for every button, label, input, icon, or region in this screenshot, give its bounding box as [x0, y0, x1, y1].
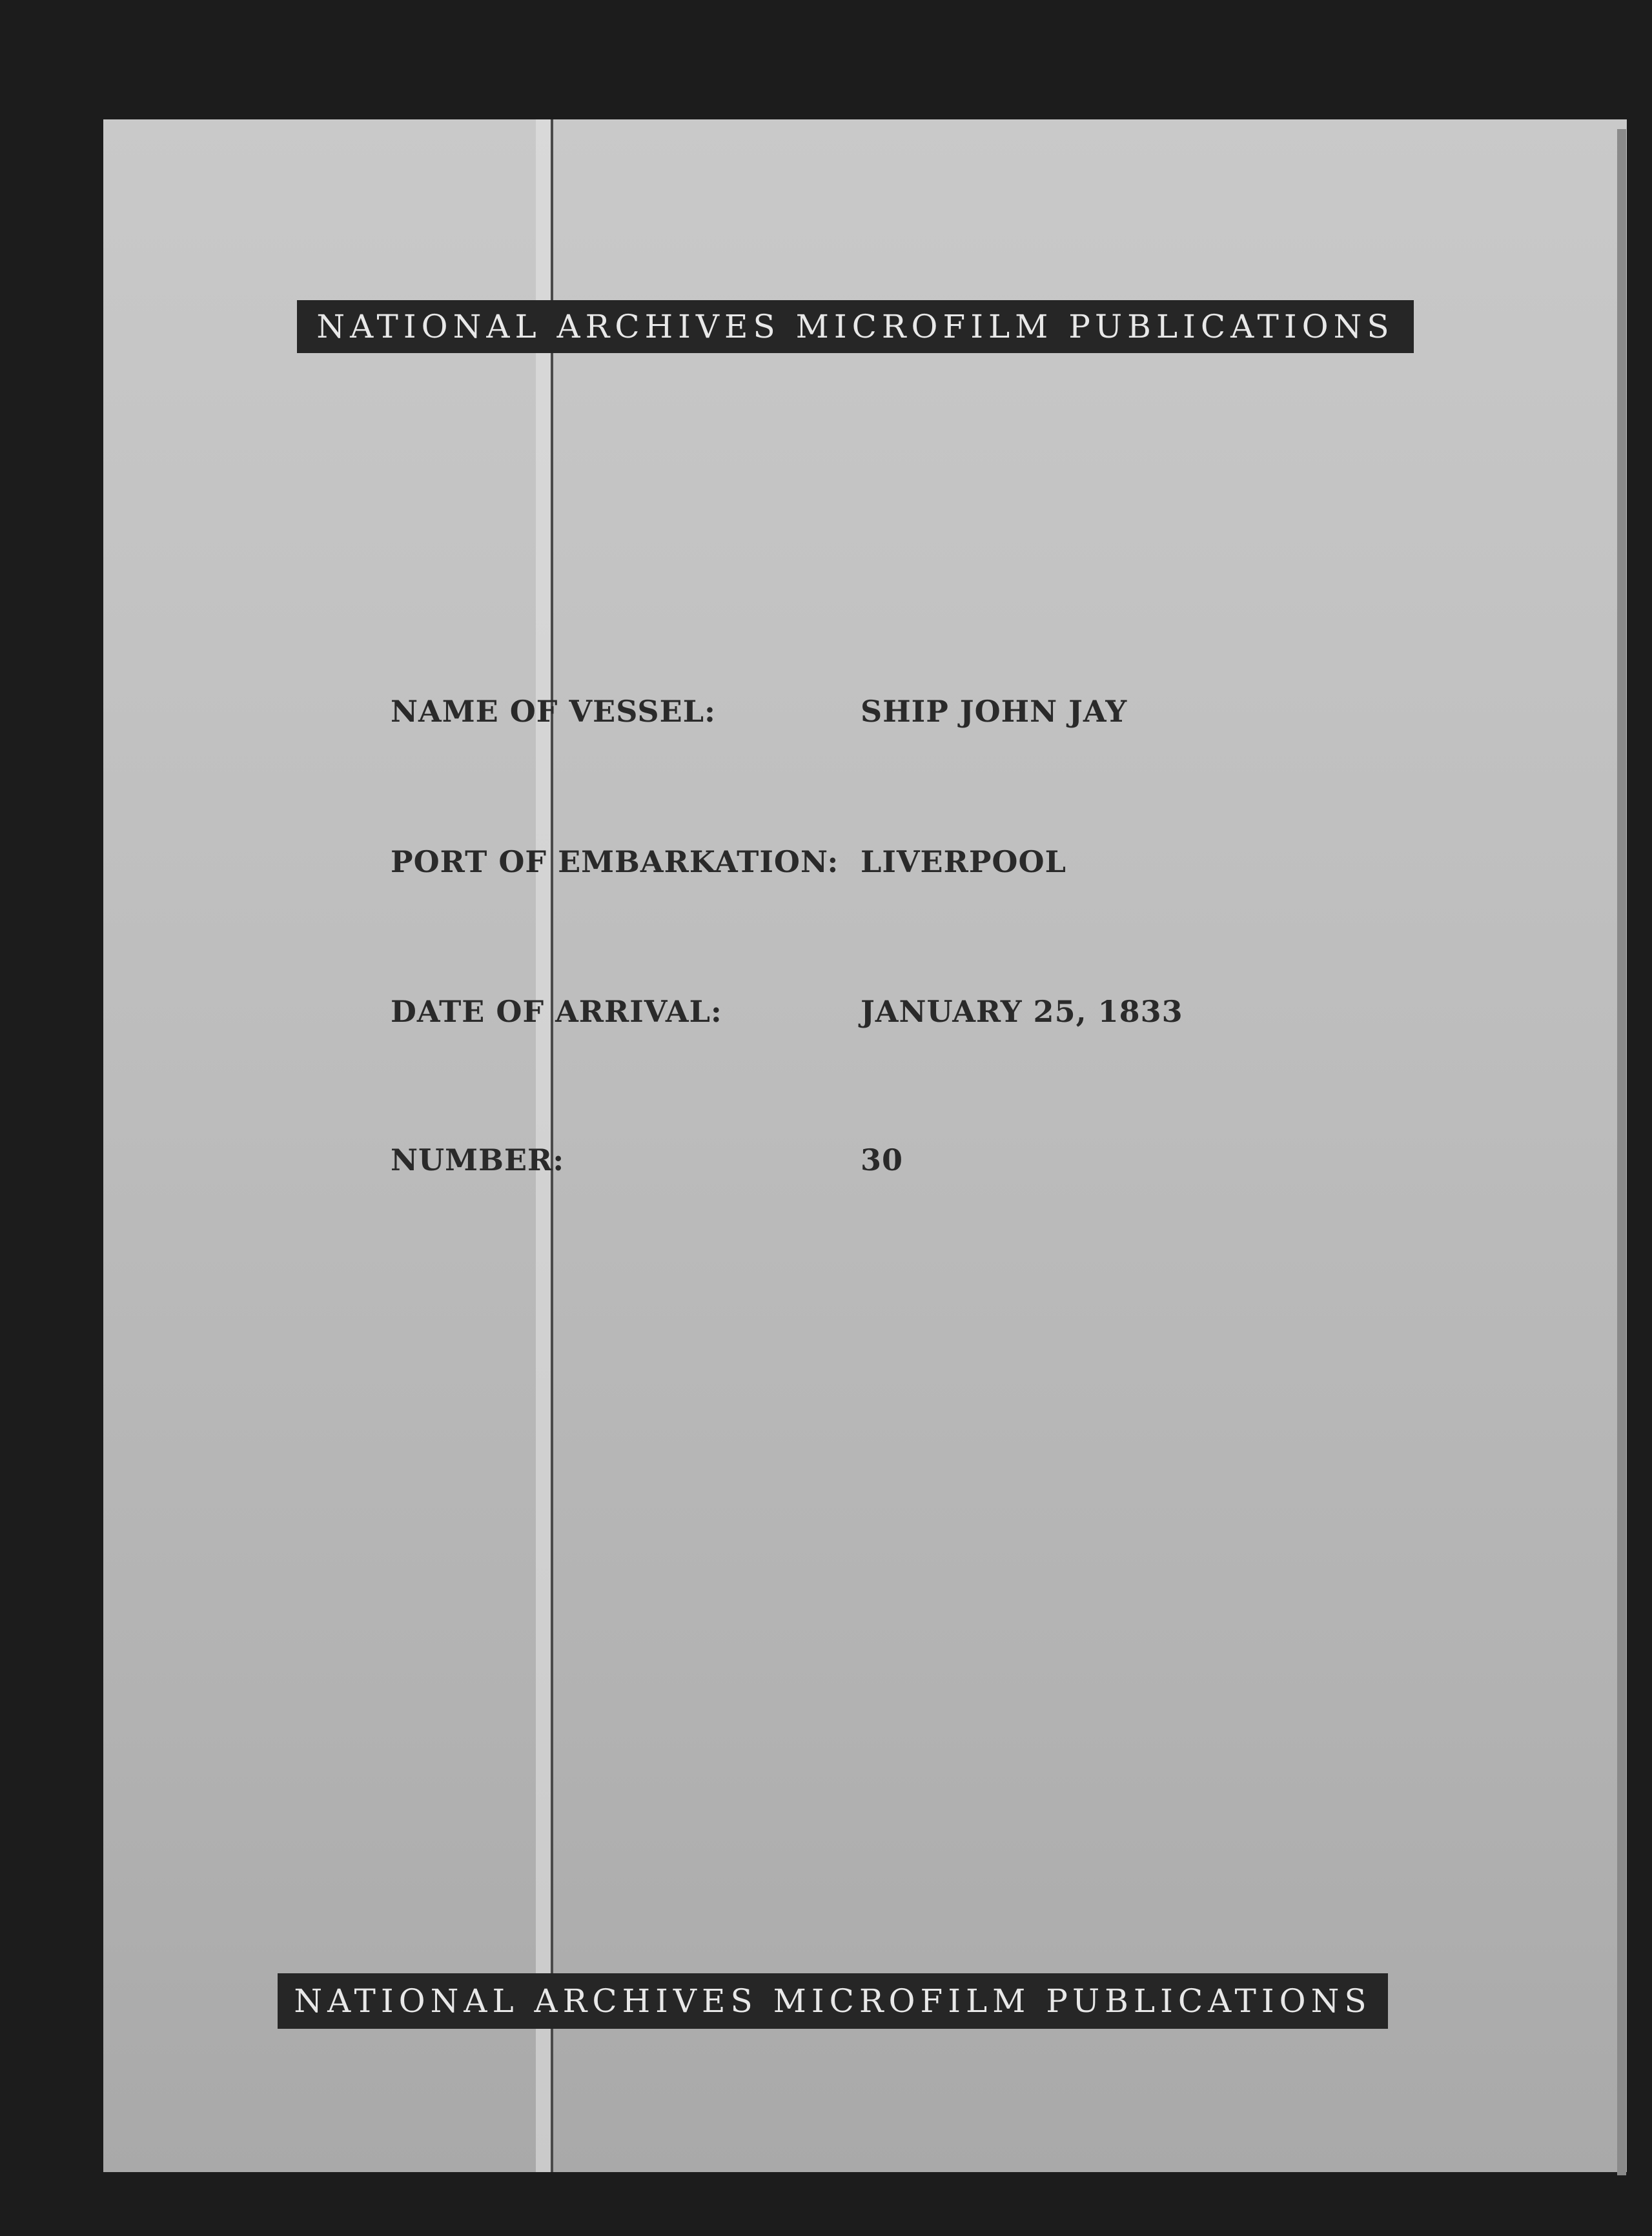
number-value: 30 — [861, 1143, 904, 1177]
vessel-name-value: SHIP JOHN JAY — [861, 694, 1128, 729]
date-of-arrival-label: DATE OF ARRIVAL: — [391, 994, 722, 1029]
port-of-embarkation-value: LIVERPOOL — [861, 844, 1066, 879]
port-of-embarkation-label: PORT OF EMBARKATION: — [391, 844, 839, 879]
sheet-edge — [1617, 129, 1626, 2175]
number-label: NUMBER: — [391, 1143, 565, 1177]
vessel-name-label: NAME OF VESSEL: — [391, 694, 717, 729]
date-of-arrival-value: JANUARY 25, 1833 — [861, 994, 1183, 1029]
header-banner: NATIONAL ARCHIVES MICROFILM PUBLICATIONS — [297, 300, 1414, 353]
footer-banner: NATIONAL ARCHIVES MICROFILM PUBLICATIONS — [278, 1973, 1388, 2029]
